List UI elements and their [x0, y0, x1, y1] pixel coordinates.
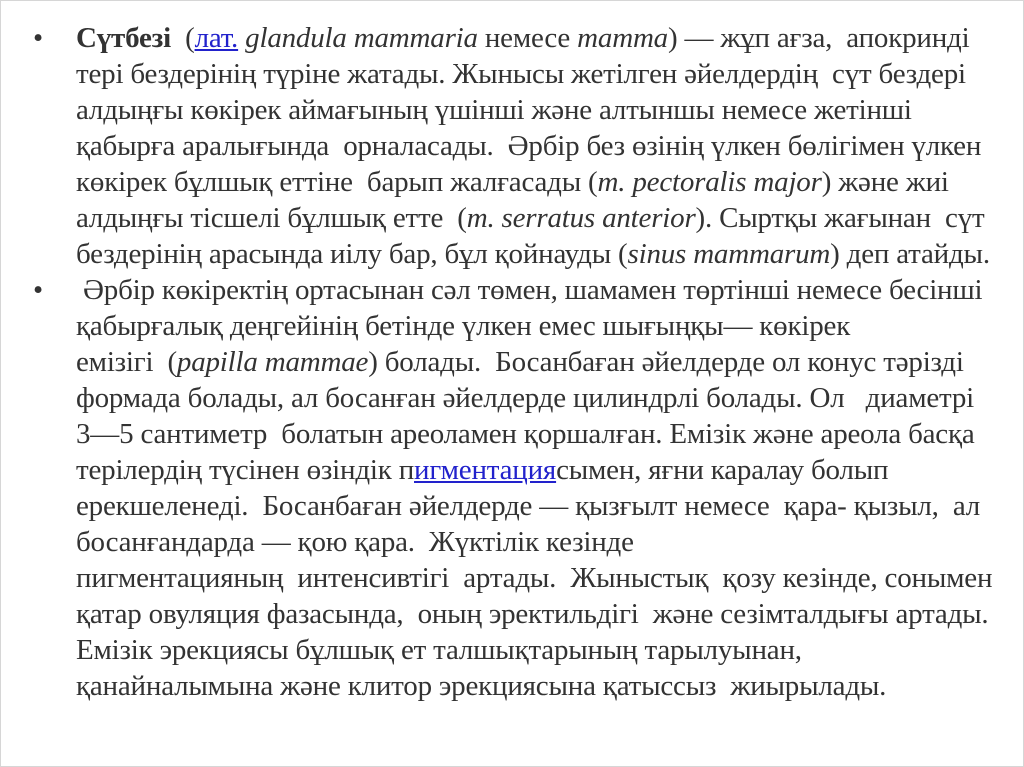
latin-term: m. pectoralis major [597, 166, 822, 198]
bullet-marker-icon: • [33, 22, 44, 54]
text-run: емізігі ( [76, 346, 177, 378]
latin-term: papilla mammae [176, 346, 369, 378]
pigmentation-link[interactable]: игментация [414, 454, 557, 486]
text-run: босанғандарда — қою қара. Жүктілік кезінде [76, 526, 634, 558]
text-line [76, 92, 1023, 128]
text-line [76, 308, 1023, 344]
text-run: терілердің түсінен өзіндік п [76, 454, 415, 486]
text-run: формада болады, ал босанған әйелдерде цилиндрлі болады. Ол диаметрі [76, 382, 975, 414]
text-run: ) және жиі [821, 166, 949, 198]
text-run: ( [171, 22, 195, 54]
text-line [76, 596, 1023, 632]
text-run: 3—5 сантиметр болатын ареоламен қоршалған. Емізік және ареола басқа [76, 418, 975, 450]
text-run: ерекшеленеді. Босанбаған әйелдерде — қызғылт немесе қара- қызыл, ал [76, 490, 981, 522]
text-line [76, 236, 1023, 272]
latin-term: mamma [577, 22, 668, 54]
text-line [76, 56, 1023, 92]
text-run: көкірек бұлшық еттіне барып жалғасады ( [76, 166, 598, 198]
text-run: қатар овуляция фазасында, оның эректильдігі және сезімталдығы артады. [76, 598, 989, 630]
latin-term: sinus mammarum [627, 238, 831, 270]
text-run: алдыңғы тісшелі бұлшық етте ( [76, 202, 467, 234]
text-run: алдыңғы көкірек аймағының үшінші және алтыншы немесе жетінші [76, 94, 912, 126]
bullet-item [1, 20, 1023, 272]
text-run: бездерінің арасында иілу бар, бұл қойнауды ( [76, 238, 628, 270]
text-line [76, 380, 1023, 416]
lat-link[interactable]: лат. [194, 22, 239, 54]
text-line [76, 524, 1023, 560]
bullet-list [1, 1, 1023, 704]
text-line [76, 164, 1023, 200]
bullet-marker-icon: • [33, 274, 44, 306]
text-run: ) — жұп ағза, апокринді [668, 22, 970, 54]
text-line [76, 200, 1023, 236]
text-run: сымен, яғни каралау болып [556, 454, 889, 486]
text-run: қабырға аралығында орналасады. Әрбір без өзінің үлкен бөлігімен үлкен [76, 130, 982, 162]
text-line [76, 560, 1023, 596]
text-run: пигментацияның интенсивтігі артады. Жыныстық қозу кезінде, сонымен [76, 562, 993, 594]
text-run: ) болады. Босанбаған әйелдерде ол конус тәрізді [368, 346, 964, 378]
text-line [76, 416, 1023, 452]
latin-term: m. serratus anterior [466, 202, 696, 234]
text-run: тері бездерінің түріне жатады. Жынысы жетілген әйелдердің сүт бездері [76, 58, 966, 90]
text-run: қанайналымына және клитор эрекциясына қатыссыз жиырылады. [76, 670, 887, 702]
text-run: ) деп атайды. [830, 238, 990, 270]
text-line [76, 632, 1023, 668]
text-line [76, 344, 1023, 380]
text-run: қабырғалық деңгейінің бетінде үлкен емес шығыңқы— көкірек [76, 310, 851, 342]
term-sutbezi: Сүтбезі [76, 22, 171, 54]
text-run: Әрбір көкіректің ортасынан сәл төмен, шамамен төртінші немесе бесінші [76, 274, 983, 306]
text-line [76, 668, 1023, 704]
text-line [76, 452, 1023, 488]
text-line [76, 272, 1023, 308]
text-line [76, 488, 1023, 524]
latin-term: glandula mammaria [245, 22, 478, 54]
bullet-item [1, 272, 1023, 704]
text-run: Емізік эрекциясы бұлшық ет талшықтарының тарылуынан, [76, 634, 802, 666]
text-run: немесе [477, 22, 578, 54]
text-line [76, 20, 1023, 56]
text-line [76, 128, 1023, 164]
text-run: ). Сыртқы жағынан сүт [695, 202, 985, 234]
